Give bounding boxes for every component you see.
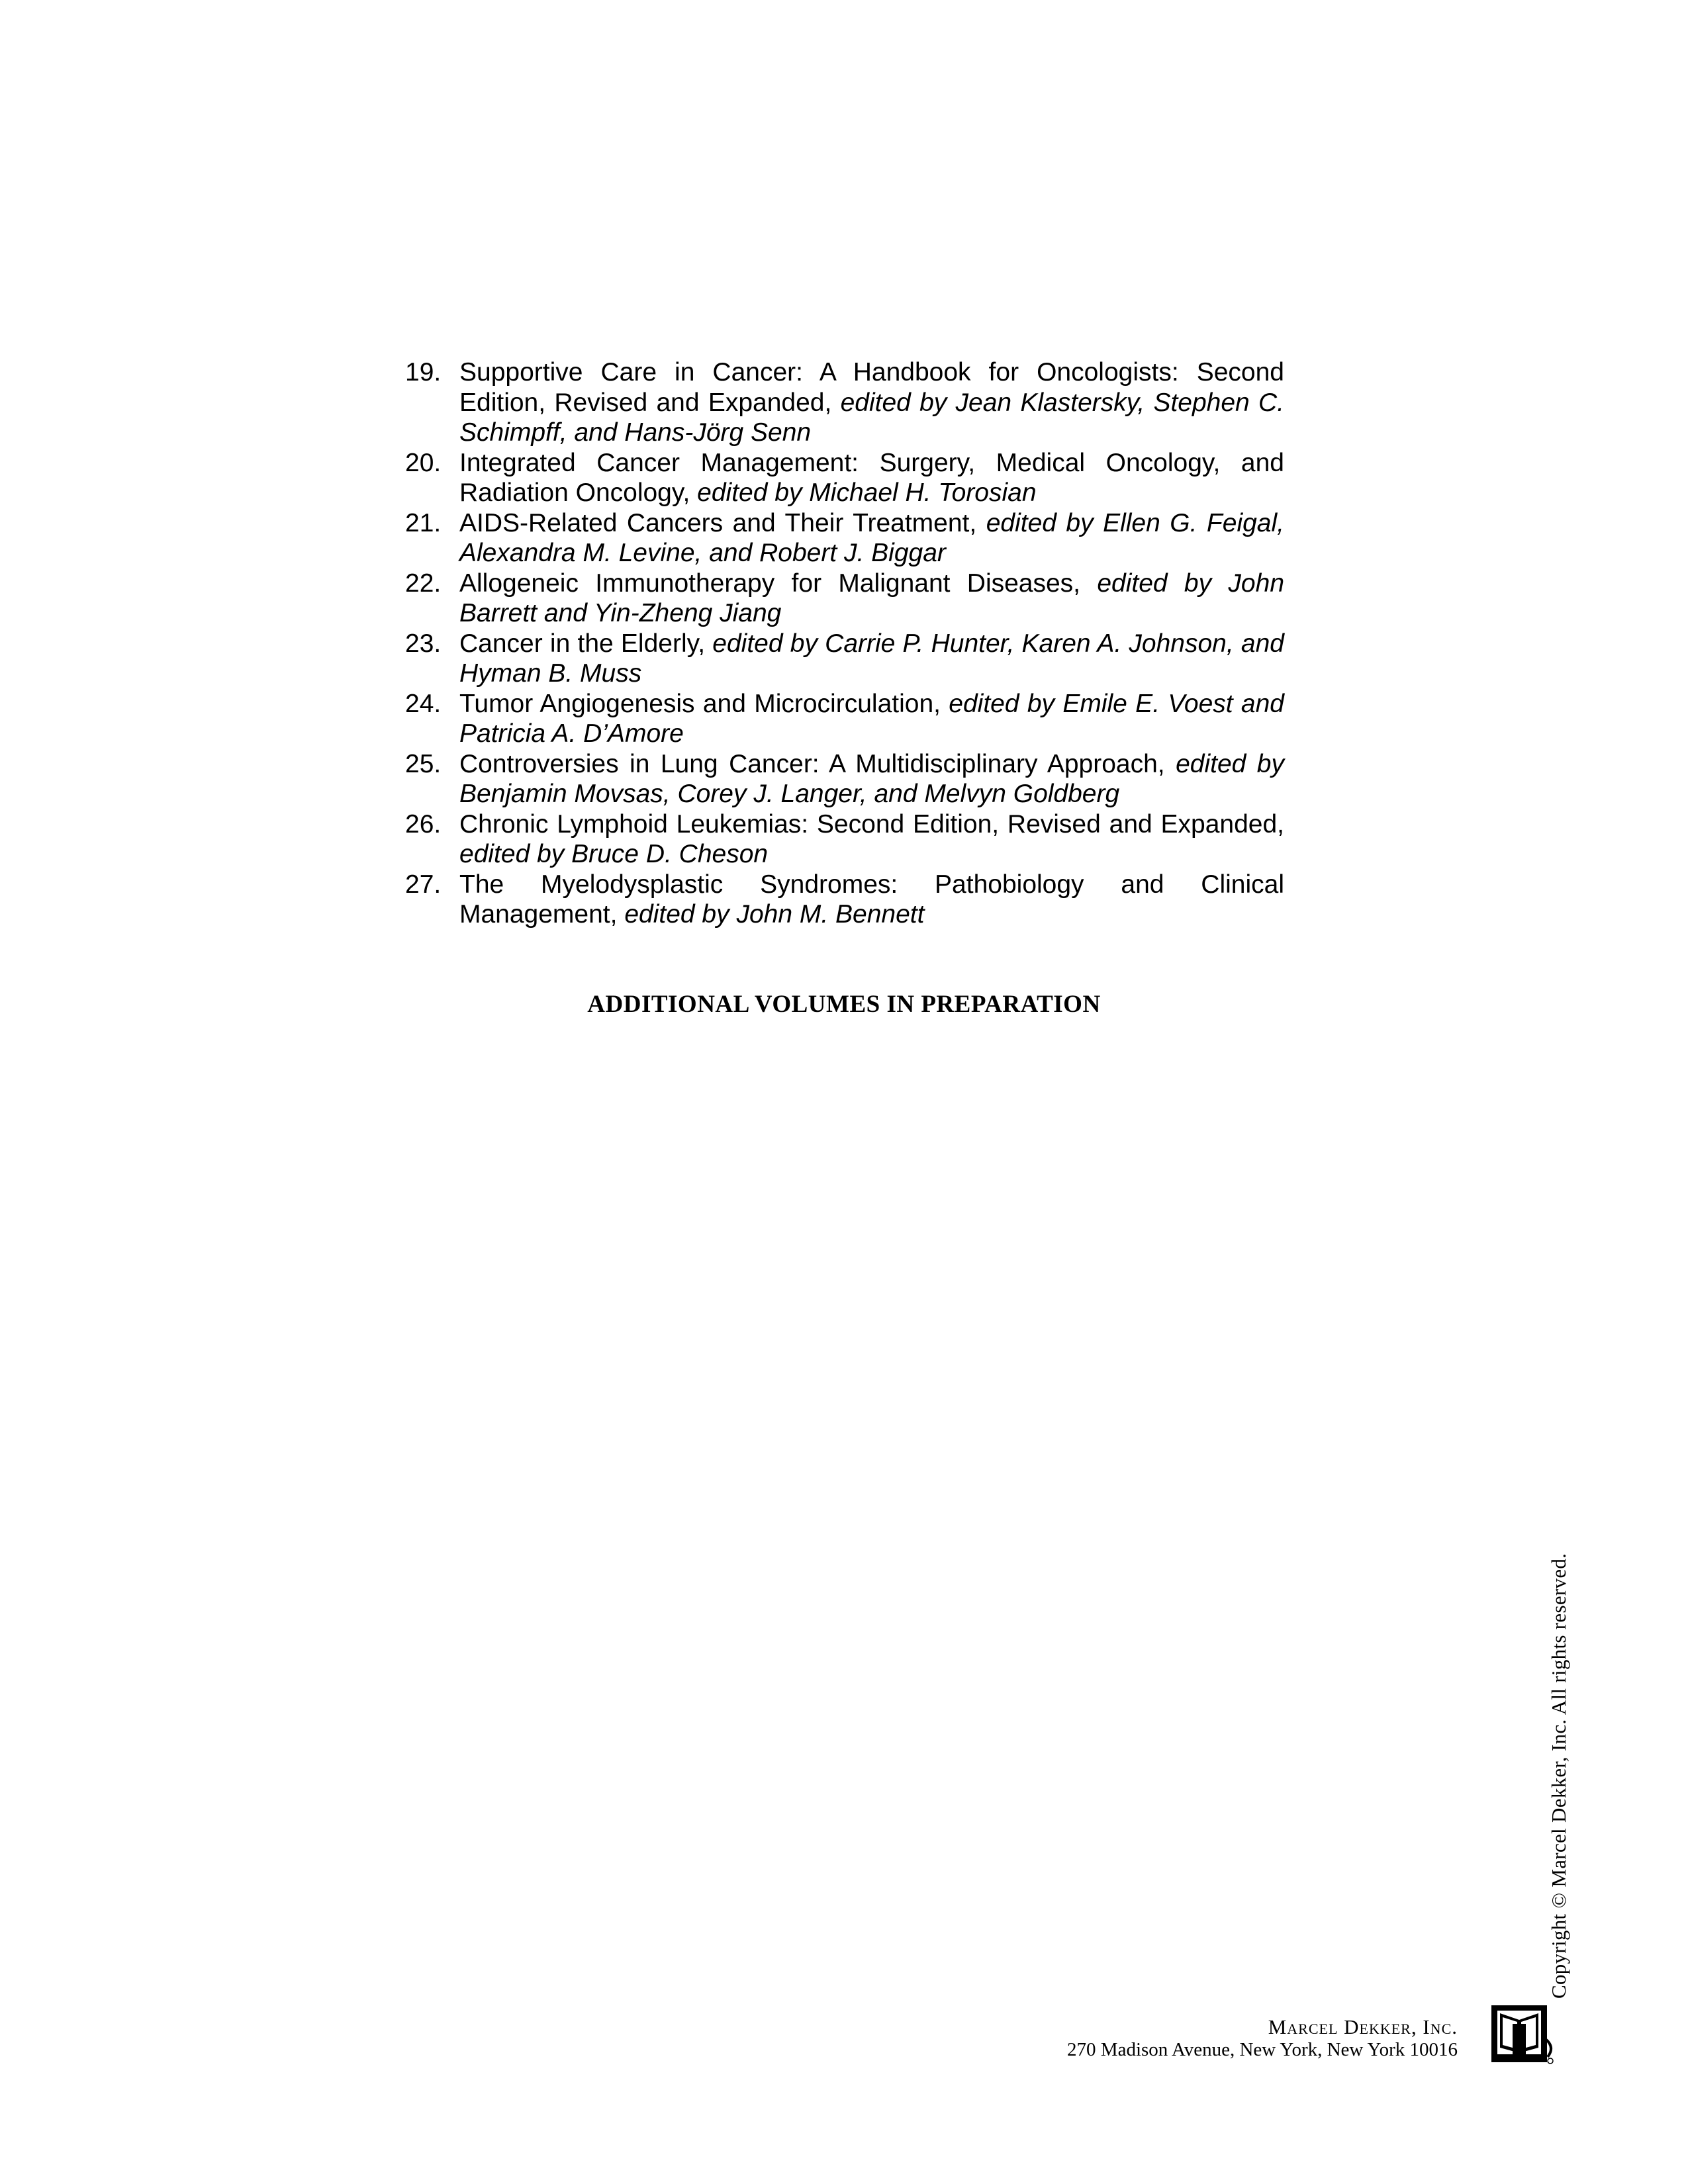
entry-title: Controversies in Lung Cancer: A Multidisciplinary Approach, <box>459 749 1165 778</box>
entry-number: 20. <box>405 448 442 477</box>
additional-volumes-note: ADDITIONAL VOLUMES IN PREPARATION <box>587 991 1101 1018</box>
entry-number: 23. <box>405 629 442 658</box>
entry-title: Cancer in the Elderly, <box>459 629 706 658</box>
entry-title: Integrated Cancer Management: Surgery, Medical Oncology, and Radiation Oncology, <box>459 448 1284 507</box>
series-entry-27 <box>405 870 1284 930</box>
entry-editors: edited by Emile E. Voest and Patricia A. D’Amore <box>459 689 1284 748</box>
entry-text <box>459 357 1284 448</box>
series-entry-25 <box>405 749 1284 809</box>
entry-editors: edited by Ellen G. Feigal, Alexandra M. Levine, and Robert J. Biggar <box>459 508 1284 567</box>
series-entry-21 <box>405 508 1284 569</box>
series-volume-list <box>405 357 1284 930</box>
entry-number: 25. <box>405 749 442 778</box>
entry-number: 22. <box>405 569 442 598</box>
entry-editors: edited by Benjamin Movsas, Corey J. Langer, and Melvyn Goldberg <box>459 749 1284 808</box>
entry-text <box>459 749 1284 809</box>
entry-text <box>459 870 1284 930</box>
entry-text <box>459 448 1284 508</box>
entry-number: 21. <box>405 508 442 537</box>
entry-title: Chronic Lymphoid Leukemias: Second Edition, Revised and Expanded, <box>459 809 1284 839</box>
entry-title: Tumor Angiogenesis and Microcirculation, <box>459 689 941 718</box>
entry-title: AIDS-Related Cancers and Their Treatment, <box>459 508 977 537</box>
entry-editors: edited by Jean Klastersky, Stephen C. Schimpff, and Hans-Jörg Senn <box>459 388 1284 447</box>
entry-text <box>459 809 1284 870</box>
series-entry-23 <box>405 629 1284 689</box>
copyright-notice: Copyright © Marcel Dekker, Inc. All rights reserved. <box>1547 1553 1570 1999</box>
entry-editors: edited by Bruce D. Cheson <box>459 840 769 868</box>
entry-editors: edited by John Barrett and Yin-Zheng Jiang <box>459 569 1285 627</box>
entry-text <box>459 569 1284 629</box>
series-entry-20 <box>405 448 1284 508</box>
entry-editors: edited by Michael H. Torosian <box>697 478 1037 507</box>
entry-text <box>459 689 1284 749</box>
entry-editors: edited by Carrie P. Hunter, Karen A. Johnson, and Hyman B. Muss <box>459 629 1284 688</box>
entry-number: 24. <box>405 689 442 718</box>
entry-title: Supportive Care in Cancer: A Handbook for Oncologists: Second Edition, Revised and Expanded, <box>459 358 1284 417</box>
publisher-address: 270 Madison Avenue, New York, New York 10016 <box>1067 2039 1458 2060</box>
entry-text <box>459 629 1284 689</box>
entry-number: 27. <box>405 870 442 899</box>
series-entry-19 <box>405 357 1284 448</box>
series-entry-26 <box>405 809 1284 870</box>
publisher-imprint <box>1067 2016 1458 2061</box>
series-entry-22 <box>405 569 1284 629</box>
publisher-name: Marcel Dekker, Inc. <box>1268 2015 1458 2038</box>
marcel-dekker-book-logo-icon <box>1489 2000 1556 2066</box>
entry-number: 19. <box>405 358 442 387</box>
entry-title: Allogeneic Immunotherapy for Malignant Diseases, <box>459 569 1081 598</box>
series-entry-24 <box>405 689 1284 749</box>
entry-editors: edited by John M. Bennett <box>624 900 925 929</box>
entry-title: The Myelodysplastic Syndromes: Pathobiology and Clinical Management, <box>459 870 1284 929</box>
entry-number: 26. <box>405 809 442 839</box>
entry-text <box>459 508 1284 569</box>
